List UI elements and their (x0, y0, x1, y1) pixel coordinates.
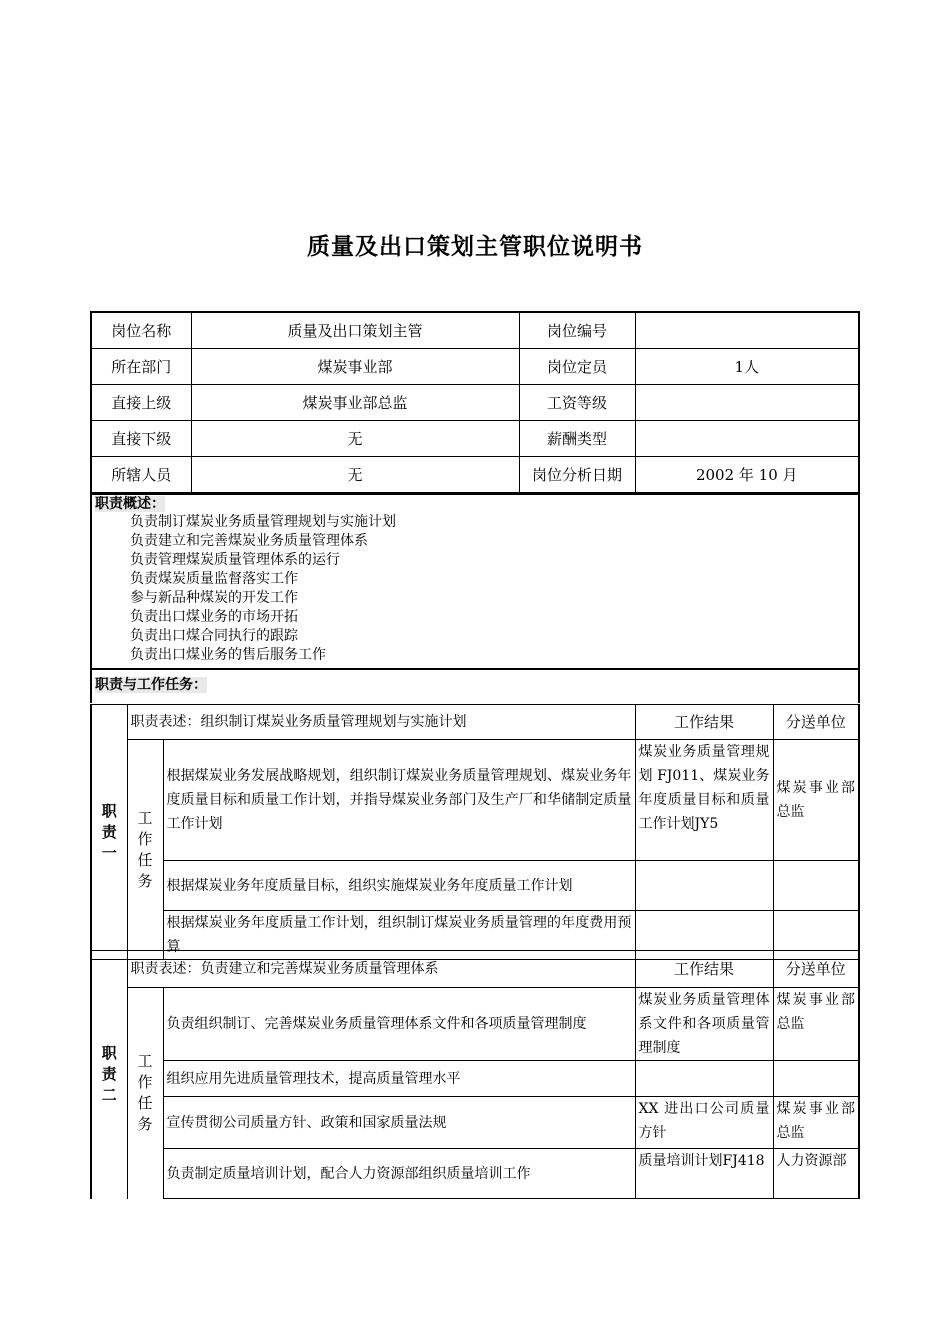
info-value: 质量及出口策划主管 (191, 312, 519, 349)
overview-list (92, 513, 858, 665)
table-row (91, 1061, 859, 1097)
dest-header: 分送单位 (773, 705, 859, 740)
work-task-label: 工 作 任 务 (127, 740, 163, 960)
task-text: 组织应用先进质量管理技术，提高质量管理水平 (163, 1061, 635, 1097)
info-row (91, 312, 859, 349)
info-value: 1人 (635, 349, 859, 385)
work-task-label: 工 作 任 务 (127, 988, 163, 1199)
info-row (91, 385, 859, 421)
table-row (91, 861, 859, 911)
info-label: 岗位定员 (519, 349, 635, 385)
duty-header-row (91, 705, 859, 740)
info-label: 所辖人员 (91, 457, 191, 494)
info-row (91, 457, 859, 494)
info-label: 工资等级 (519, 385, 635, 421)
info-value: 无 (191, 457, 519, 494)
position-info-table (90, 311, 860, 494)
duty-table-2 (90, 950, 860, 1199)
task-destination: 煤炭事业部总监 (773, 988, 859, 1061)
info-label: 岗位分析日期 (519, 457, 635, 494)
duty-table-1 (90, 704, 860, 960)
tasks-heading-row (90, 668, 860, 703)
info-label: 直接上级 (91, 385, 191, 421)
task-text: 根据煤炭业务年度质量目标，组织实施煤炭业务年度质量工作计划 (163, 861, 635, 911)
duty-statement: 职责表述：负责建立和完善煤炭业务质量管理体系 (127, 951, 635, 988)
overview-heading: 职责概述： (95, 496, 165, 512)
info-value: 无 (191, 421, 519, 457)
list-item: 负责出口煤合同执行的跟踪 (130, 628, 298, 644)
info-row (91, 349, 859, 385)
list-item: 负责出口煤业务的市场开拓 (130, 609, 298, 625)
duty-statement: 职责表述：组织制订煤炭业务质量管理规划与实施计划 (127, 705, 635, 740)
info-label: 直接下级 (91, 421, 191, 457)
task-result (635, 1061, 773, 1097)
table-row (91, 1149, 859, 1199)
info-value: 2002 年 10 月 (635, 457, 859, 494)
list-item: 参与新品种煤炭的开发工作 (130, 590, 298, 606)
info-label: 岗位名称 (91, 312, 191, 349)
table-row (91, 988, 859, 1061)
info-label: 岗位编号 (519, 312, 635, 349)
task-result: XX 进出口公司质量方针 (635, 1097, 773, 1149)
list-item: 负责建立和完善煤炭业务质量管理体系 (130, 533, 368, 549)
table-row (91, 740, 859, 861)
task-destination (773, 1061, 859, 1097)
duty-overview (90, 493, 860, 670)
result-header: 工作结果 (635, 951, 773, 988)
info-value (635, 421, 859, 457)
duty-label: 职 责 一 (91, 705, 127, 960)
task-destination (773, 861, 859, 911)
task-text: 根据煤炭业务年度质量工作计划，组织制订煤炭业务质量管理的年度费用预算 (163, 911, 635, 960)
list-item: 负责管理煤炭质量管理体系的运行 (130, 552, 340, 568)
task-result: 煤炭业务质量管理体系文件和各项质量管理制度 (635, 988, 773, 1061)
tasks-heading: 职责与工作任务： (95, 677, 207, 693)
task-result: 质量培训计划FJ418 (635, 1149, 773, 1199)
task-text: 根据煤炭业务发展战略规划，组织制订煤炭业务质量管理规划、煤炭业务年度质量目标和质量工作计划，并指导煤炭业务部门及生产厂和华储制定质量工作计划 (163, 740, 635, 861)
duty-label: 职 责 二 (91, 951, 127, 1199)
info-value (635, 385, 859, 421)
info-value: 煤炭事业部总监 (191, 385, 519, 421)
task-result: 煤炭业务质量管理规划 FJ011、煤炭业务年度质量目标和质量工作计划JY5 (635, 740, 773, 861)
info-row (91, 421, 859, 457)
page-title: 质量及出口策划主管职位说明书 (307, 234, 643, 260)
task-destination: 煤炭事业部总监 (773, 1097, 859, 1149)
task-destination: 煤炭事业部总监 (773, 740, 859, 861)
duty-header-row (91, 951, 859, 988)
list-item: 负责煤炭质量监督落实工作 (130, 571, 298, 587)
task-result (635, 861, 773, 911)
info-label: 所在部门 (91, 349, 191, 385)
task-text: 负责组织制订、完善煤炭业务质量管理体系文件和各项质量管理制度 (163, 988, 635, 1061)
dest-header: 分送单位 (773, 951, 859, 988)
task-text: 宣传贯彻公司质量方针、政策和国家质量法规 (163, 1097, 635, 1149)
task-text: 负责制定质量培训计划，配合人力资源部组织质量培训工作 (163, 1149, 635, 1199)
list-item: 负责出口煤业务的售后服务工作 (130, 647, 326, 663)
list-item: 负责制订煤炭业务质量管理规划与实施计划 (130, 514, 396, 530)
info-label: 薪酬类型 (519, 421, 635, 457)
result-header: 工作结果 (635, 705, 773, 740)
info-value: 煤炭事业部 (191, 349, 519, 385)
info-value (635, 312, 859, 349)
task-destination: 人力资源部 (773, 1149, 859, 1199)
table-row (91, 1097, 859, 1149)
